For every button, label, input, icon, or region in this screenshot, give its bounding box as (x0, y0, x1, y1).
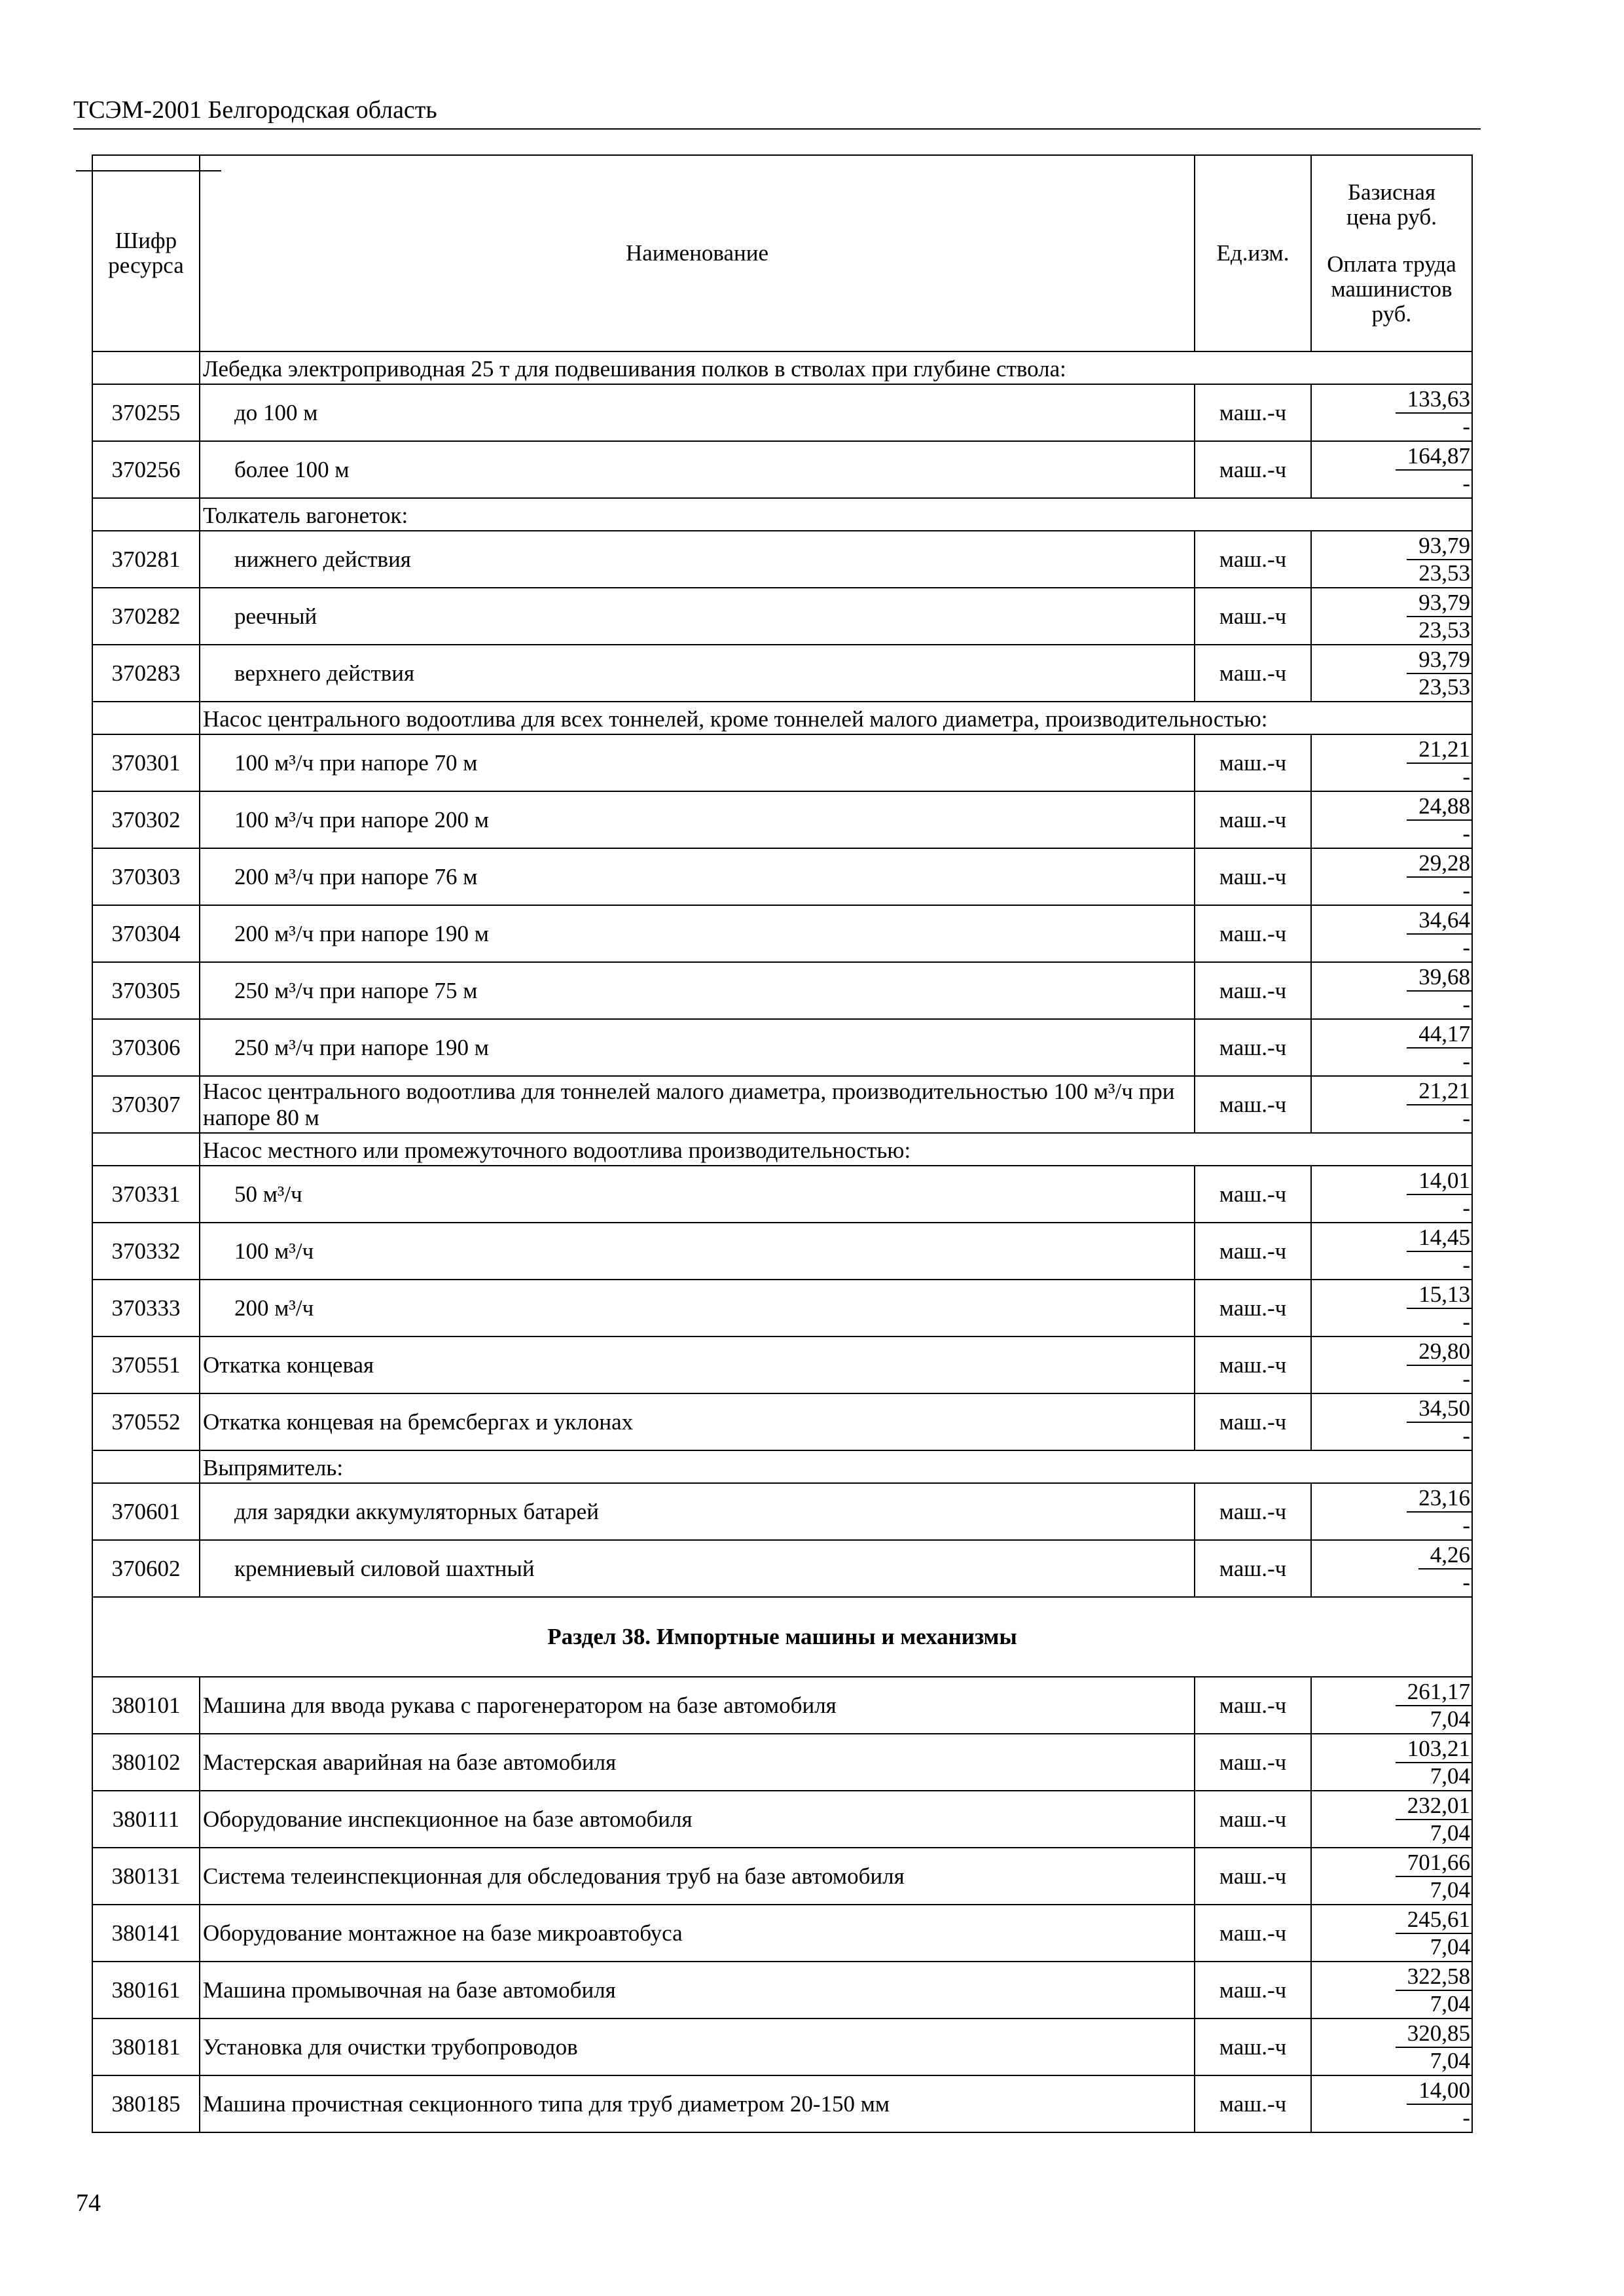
resource-name: Машина промывочная на базе автомобиля (200, 1962, 1195, 2018)
resource-code: 380181 (92, 2018, 200, 2075)
resource-unit: маш.-ч (1195, 1483, 1311, 1540)
section-title: Раздел 38. Импортные машины и механизмы (92, 1597, 1472, 1677)
table-row (92, 2018, 1472, 2075)
resource-code: 370306 (92, 1019, 200, 1076)
group-name: Толкатель вагонеток: (200, 498, 1472, 531)
base-price: 103,21 (1396, 1736, 1471, 1763)
price-wrap (1312, 1485, 1471, 1513)
price-cell (1311, 848, 1472, 905)
price-wrap (1312, 386, 1471, 414)
base-price: 24,88 (1407, 793, 1471, 821)
resource-name: кремниевый силовой шахтный (200, 1540, 1195, 1597)
price-wrap (1312, 1395, 1471, 1423)
resource-unit: маш.-ч (1195, 1393, 1311, 1450)
price-cell (1311, 1905, 1472, 1962)
base-price: 232,01 (1396, 1793, 1471, 1820)
labor-cost: 7,04 (1430, 2047, 1470, 2073)
price-wrap (1312, 1736, 1471, 1763)
price-cell (1311, 1336, 1472, 1393)
price-wrap (1312, 533, 1471, 560)
header-price (1311, 155, 1472, 351)
section-title-row (92, 1597, 1472, 1677)
resource-code: 370331 (92, 1166, 200, 1223)
resource-code: 370302 (92, 791, 200, 848)
resource-name: Откатка концевая (200, 1336, 1195, 1393)
price-wrap (1312, 1850, 1471, 1877)
labor-cost: - (1462, 1422, 1470, 1448)
resource-unit: маш.-ч (1195, 588, 1311, 645)
price-cell (1311, 1962, 1472, 2018)
resource-name: 250 м³/ч при напоре 190 м (200, 1019, 1195, 1076)
price-wrap (1312, 1964, 1471, 1991)
resource-unit: маш.-ч (1195, 441, 1311, 498)
price-wrap (1312, 736, 1471, 764)
resource-code: 370255 (92, 384, 200, 441)
table-row (92, 1905, 1472, 1962)
resource-code: 370301 (92, 734, 200, 791)
table-row (92, 1677, 1472, 1734)
resource-unit: маш.-ч (1195, 1223, 1311, 1280)
resource-name: до 100 м (200, 384, 1195, 441)
resource-name: более 100 м (200, 441, 1195, 498)
price-cell (1311, 588, 1472, 645)
table-row (92, 1791, 1472, 1848)
base-price: 93,79 (1407, 590, 1471, 617)
table-row (92, 1848, 1472, 1905)
resource-code: 370307 (92, 1076, 200, 1133)
header-code: Шифр ресурса (92, 155, 200, 351)
resource-code: 380185 (92, 2075, 200, 2132)
table-row (92, 962, 1472, 1019)
base-price: 39,68 (1407, 964, 1471, 992)
resource-unit: маш.-ч (1195, 531, 1311, 588)
table-row (92, 1336, 1472, 1393)
labor-cost: 7,04 (1430, 1763, 1470, 1789)
labor-cost: 23,53 (1418, 560, 1470, 586)
price-wrap (1312, 2020, 1471, 2048)
resource-name: 200 м³/ч при напоре 76 м (200, 848, 1195, 905)
header-rule (73, 128, 1481, 130)
resource-code: 370256 (92, 441, 200, 498)
price-cell (1311, 1019, 1472, 1076)
base-price: 29,28 (1407, 850, 1471, 878)
price-wrap (1312, 590, 1471, 617)
base-price: 133,63 (1396, 386, 1471, 414)
group-name: Насос центрального водоотлива для всех тоннелей, кроме тоннелей малого диаметра, производительностью: (200, 702, 1472, 734)
resource-unit: маш.-ч (1195, 1166, 1311, 1223)
base-price: 14,00 (1407, 2077, 1471, 2105)
resource-code: 370602 (92, 1540, 200, 1597)
price-wrap (1312, 1338, 1471, 1366)
resource-name: Оборудование монтажное на базе микроавтобуса (200, 1905, 1195, 1962)
labor-cost: 7,04 (1430, 1933, 1470, 1960)
table-row (92, 791, 1472, 848)
group-name: Выпрямитель: (200, 1450, 1472, 1483)
labor-cost: 7,04 (1430, 1876, 1470, 1903)
labor-cost: - (1462, 1251, 1470, 1278)
price-cell (1311, 1848, 1472, 1905)
price-wrap (1312, 647, 1471, 674)
labor-cost: - (1462, 2104, 1470, 2130)
group-name: Лебедка электроприводная 25 т для подвешивания полков в стволах при глубине ствола: (200, 351, 1472, 384)
resource-name: для зарядки аккумуляторных батарей (200, 1483, 1195, 1540)
group-code-cell (92, 1133, 200, 1166)
resource-name: 100 м³/ч при напоре 200 м (200, 791, 1195, 848)
group-code-cell (92, 1450, 200, 1483)
group-row (92, 351, 1472, 384)
resource-unit: маш.-ч (1195, 1791, 1311, 1848)
base-price: 701,66 (1396, 1850, 1471, 1877)
resource-unit: маш.-ч (1195, 734, 1311, 791)
resource-code: 380161 (92, 1962, 200, 2018)
resource-code: 370305 (92, 962, 200, 1019)
resource-code: 370303 (92, 848, 200, 905)
labor-cost: - (1462, 1194, 1470, 1221)
base-price: 93,79 (1407, 533, 1471, 560)
resource-code: 370283 (92, 645, 200, 702)
resource-code: 370282 (92, 588, 200, 645)
resource-name: Мастерская аварийная на базе автомобиля (200, 1734, 1195, 1791)
group-row (92, 1133, 1472, 1166)
group-row (92, 498, 1472, 531)
table-row (92, 1223, 1472, 1280)
resource-name: Система телеинспекционная для обследования труб на базе автомобиля (200, 1848, 1195, 1905)
resource-unit: маш.-ч (1195, 384, 1311, 441)
table-row (92, 1540, 1472, 1597)
resource-code: 380102 (92, 1734, 200, 1791)
price-cell (1311, 962, 1472, 1019)
table-row (92, 848, 1472, 905)
resource-name: Установка для очистки трубопроводов (200, 2018, 1195, 2075)
table-row (92, 734, 1472, 791)
price-cell (1311, 905, 1472, 962)
table-row (92, 2075, 1472, 2132)
resource-code: 370333 (92, 1280, 200, 1336)
resource-table (92, 154, 1473, 2133)
labor-cost: - (1462, 1308, 1470, 1335)
price-wrap (1312, 907, 1471, 935)
price-wrap (1312, 1793, 1471, 1820)
page-number: 74 (76, 2189, 101, 2217)
resource-code: 380101 (92, 1677, 200, 1734)
resource-name: Оборудование инспекционное на базе автомобиля (200, 1791, 1195, 1848)
resource-name: нижнего действия (200, 531, 1195, 588)
group-code-cell (92, 498, 200, 531)
labor-cost: - (1462, 470, 1470, 496)
price-cell (1311, 1223, 1472, 1280)
table-row (92, 531, 1472, 588)
resource-code: 370601 (92, 1483, 200, 1540)
resource-unit: маш.-ч (1195, 645, 1311, 702)
resource-name: Откатка концевая на бремсбергах и уклонах (200, 1393, 1195, 1450)
resource-name: Машина для ввода рукава с парогенератором на базе автомобиля (200, 1677, 1195, 1734)
resource-unit: маш.-ч (1195, 1905, 1311, 1962)
base-price: 23,16 (1407, 1485, 1471, 1513)
labor-cost: 7,04 (1430, 1706, 1470, 1732)
price-cell (1311, 2075, 1472, 2132)
labor-cost: 7,04 (1430, 1990, 1470, 2017)
labor-cost: - (1462, 1512, 1470, 1538)
price-cell (1311, 1483, 1472, 1540)
price-wrap (1312, 1542, 1471, 1570)
labor-cost: - (1462, 1569, 1470, 1595)
base-price: 14,45 (1407, 1225, 1471, 1252)
resource-name: 50 м³/ч (200, 1166, 1195, 1223)
base-price: 15,13 (1407, 1282, 1471, 1309)
price-cell (1311, 1280, 1472, 1336)
resource-name: 200 м³/ч при напоре 190 м (200, 905, 1195, 962)
table-row (92, 384, 1472, 441)
resource-code: 370304 (92, 905, 200, 962)
resource-name: верхнего действия (200, 645, 1195, 702)
page-header-title: ТСЭМ-2001 Белгородская область (73, 96, 437, 124)
labor-cost: - (1462, 877, 1470, 903)
price-cell (1311, 1791, 1472, 1848)
table-row (92, 1962, 1472, 2018)
base-price: 29,80 (1407, 1338, 1471, 1366)
table-row (92, 905, 1472, 962)
resource-unit: маш.-ч (1195, 1848, 1311, 1905)
base-price: 164,87 (1396, 443, 1471, 471)
price-wrap (1312, 1907, 1471, 1934)
base-price: 245,61 (1396, 1907, 1471, 1934)
labor-cost: - (1462, 1365, 1470, 1391)
labor-cost: - (1462, 763, 1470, 789)
resource-code: 380131 (92, 1848, 200, 1905)
table-row (92, 588, 1472, 645)
resource-unit: маш.-ч (1195, 1962, 1311, 2018)
resource-unit: маш.-ч (1195, 1076, 1311, 1133)
base-price: 44,17 (1407, 1021, 1471, 1049)
labor-cost: - (1462, 820, 1470, 846)
price-cell (1311, 2018, 1472, 2075)
resource-name: 100 м³/ч при напоре 70 м (200, 734, 1195, 791)
resource-unit: маш.-ч (1195, 848, 1311, 905)
resource-name: 100 м³/ч (200, 1223, 1195, 1280)
resource-unit: маш.-ч (1195, 1280, 1311, 1336)
labor-cost: 23,53 (1418, 673, 1470, 700)
resource-name: Насос центрального водоотлива для тоннелей малого диаметра, производительностью 100 м³/ч при напоре 80 м (200, 1076, 1195, 1133)
table-row (92, 1734, 1472, 1791)
resource-unit: маш.-ч (1195, 1336, 1311, 1393)
base-price: 93,79 (1407, 647, 1471, 674)
price-wrap (1312, 1168, 1471, 1195)
price-wrap (1312, 1078, 1471, 1105)
labor-cost: - (1462, 413, 1470, 439)
group-code-cell (92, 351, 200, 384)
base-price: 34,50 (1407, 1395, 1471, 1423)
resource-unit: маш.-ч (1195, 1734, 1311, 1791)
table-row (92, 441, 1472, 498)
resource-code: 380141 (92, 1905, 200, 1962)
labor-cost: 7,04 (1430, 1820, 1470, 1846)
resource-name: 250 м³/ч при напоре 75 м (200, 962, 1195, 1019)
price-cell (1311, 1076, 1472, 1133)
group-row (92, 702, 1472, 734)
resource-name: Машина прочистная секционного типа для труб диаметром 20-150 мм (200, 2075, 1195, 2132)
price-wrap (1312, 964, 1471, 992)
base-price: 322,58 (1396, 1964, 1471, 1991)
price-cell (1311, 645, 1472, 702)
resource-name: реечный (200, 588, 1195, 645)
labor-cost: - (1462, 1105, 1470, 1131)
resource-unit: маш.-ч (1195, 962, 1311, 1019)
header-labor-label: Оплата труда машинистов руб. (1327, 251, 1456, 327)
table-row (92, 1483, 1472, 1540)
group-name: Насос местного или промежуточного водоотлива производительностью: (200, 1133, 1472, 1166)
table-row (92, 1280, 1472, 1336)
price-cell (1311, 734, 1472, 791)
resource-unit: маш.-ч (1195, 905, 1311, 962)
price-cell (1311, 531, 1472, 588)
labor-cost: - (1462, 934, 1470, 960)
resource-unit: маш.-ч (1195, 2075, 1311, 2132)
price-cell (1311, 791, 1472, 848)
base-price: 21,21 (1407, 736, 1471, 764)
price-wrap (1312, 793, 1471, 821)
price-wrap (1312, 850, 1471, 878)
labor-cost: - (1462, 1048, 1470, 1074)
base-price: 320,85 (1396, 2020, 1471, 2048)
base-price: 14,01 (1407, 1168, 1471, 1195)
labor-cost: 23,53 (1418, 617, 1470, 643)
table-row (92, 1019, 1472, 1076)
labor-cost: - (1462, 991, 1470, 1017)
price-cell (1311, 1393, 1472, 1450)
resource-code: 380111 (92, 1791, 200, 1848)
base-price: 34,64 (1407, 907, 1471, 935)
table-header-row (92, 155, 1472, 351)
resource-unit: маш.-ч (1195, 791, 1311, 848)
price-wrap (1312, 1282, 1471, 1309)
price-cell (1311, 1166, 1472, 1223)
group-code-cell (92, 702, 200, 734)
table-row (92, 1166, 1472, 1223)
resource-code: 370552 (92, 1393, 200, 1450)
price-cell (1311, 1677, 1472, 1734)
price-cell (1311, 384, 1472, 441)
resource-unit: маш.-ч (1195, 1019, 1311, 1076)
resource-code: 370332 (92, 1223, 200, 1280)
price-wrap (1312, 1021, 1471, 1049)
resource-name: 200 м³/ч (200, 1280, 1195, 1336)
resource-code: 370551 (92, 1336, 200, 1393)
price-wrap (1312, 2077, 1471, 2105)
price-wrap (1312, 1225, 1471, 1252)
group-row (92, 1450, 1472, 1483)
price-cell (1311, 1734, 1472, 1791)
table-row (92, 1076, 1472, 1133)
price-cell (1311, 441, 1472, 498)
resource-code: 370281 (92, 531, 200, 588)
price-wrap (1312, 443, 1471, 471)
table-row (92, 1393, 1472, 1450)
resource-unit: маш.-ч (1195, 2018, 1311, 2075)
price-wrap (1312, 1679, 1471, 1706)
resource-unit: маш.-ч (1195, 1540, 1311, 1597)
resource-unit: маш.-ч (1195, 1677, 1311, 1734)
base-price: 4,26 (1418, 1542, 1471, 1570)
base-price: 261,17 (1396, 1679, 1471, 1706)
header-price-label: Базисная цена руб. (1346, 179, 1437, 230)
price-cell (1311, 1540, 1472, 1597)
base-price: 21,21 (1407, 1078, 1471, 1105)
header-unit: Ед.изм. (1195, 155, 1311, 351)
header-name: Наименование (200, 155, 1195, 351)
table-row (92, 645, 1472, 702)
